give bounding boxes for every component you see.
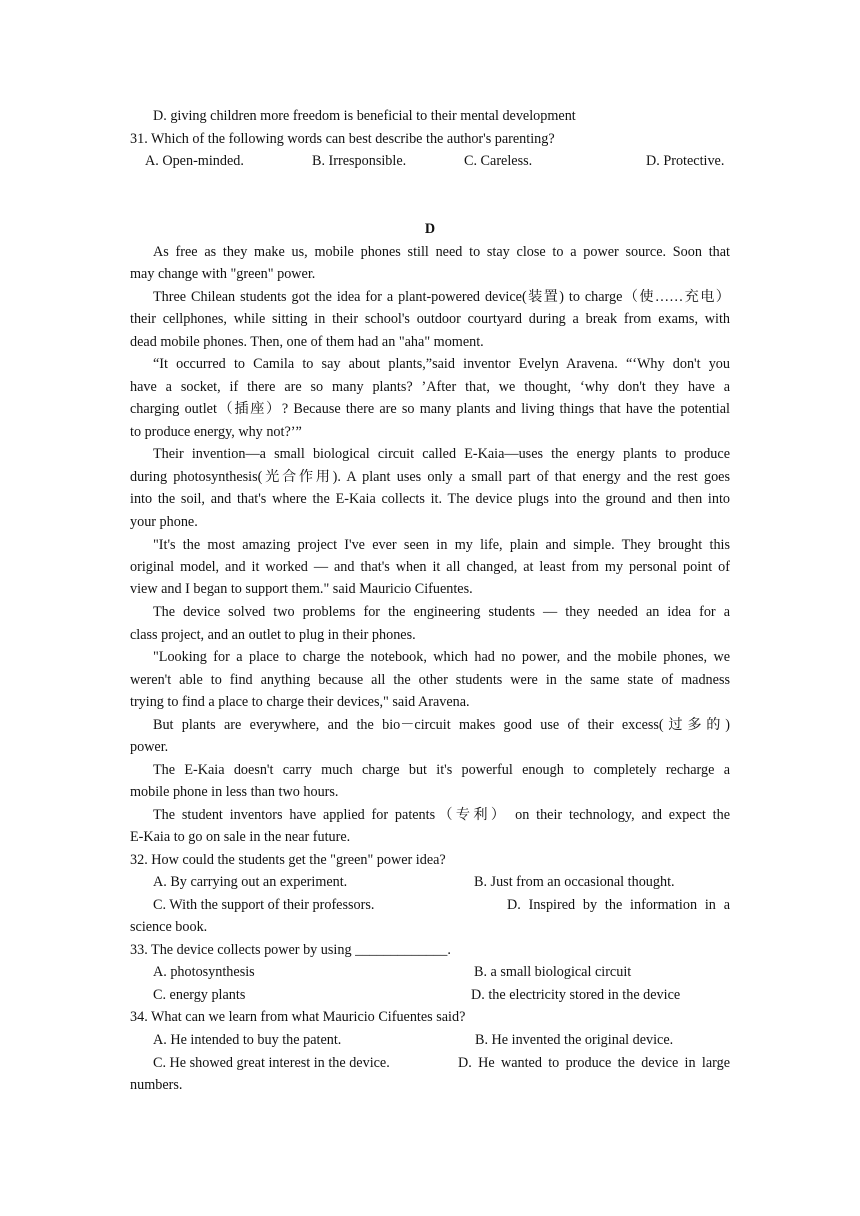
passage-line: E-Kaia to go on sale in the near future. [130,829,351,845]
q31-option-c: C. Careless. [464,153,533,169]
q34-stem: 34. What can we learn from what Mauricio Cifuentes said? [130,1009,466,1025]
passage-line: have a socket, if there are so many plants? ’After that, we thought, ‘why don't they have a [130,379,730,395]
q34-option-d: D. He wanted to produce the device in large [458,1055,730,1071]
passage-line: Three Chilean students got the idea for a plant-powered device(装置) to charge（使……充电） [153,289,730,305]
passage-line: weren't able to find anything because all the other students were in the same state of madness [130,672,730,688]
passage-line: power. [130,739,169,755]
q32-option-c: C. With the support of their professors. [153,897,375,913]
q34-option-a: A. He intended to buy the patent. [153,1032,342,1048]
passage-line: may change with "green" power. [130,266,316,282]
q32-option-a: A. By carrying out an experiment. [153,874,348,890]
passage-line: view and I began to support them." said Mauricio Cifuentes. [130,581,473,597]
passage-line: "Looking for a place to charge the notebook, which had no power, and the mobile phones, we [153,649,730,665]
passage-line: charging outlet（插座）? Because there are so many plants and living things that have the potential [130,401,730,417]
q34-option-c: C. He showed great interest in the device. [153,1055,390,1071]
passage-line: The device solved two problems for the engineering students — they needed an idea for a [153,604,730,620]
passage-line: But plants are everywhere, and the bio－circuit makes good use of their excess(过多的) [153,717,730,733]
section-heading: D [424,221,436,237]
passage-line: your phone. [130,514,198,530]
q31-stem: 31. Which of the following words can best describe the author's parenting? [130,131,555,147]
passage-line: their cellphones, while sitting in their school's outdoor courtyard during a break from exams, with [130,311,730,327]
passage-line: “It occurred to Camila to say about plants,”said inventor Evelyn Aravena. “‘Why don't you [153,356,730,372]
q33-option-b: B. a small biological circuit [474,964,632,980]
q33-option-c: C. energy plants [153,987,246,1003]
q33-option-a: A. photosynthesis [153,964,255,980]
passage-line: original model, and it worked — and that's when it all changed, at least from my personal point of [130,559,730,575]
passage-line: "It's the most amazing project I've ever seen in my life, plain and simple. They brought this [153,537,730,553]
passage-line: trying to find a place to charge their devices," said Aravena. [130,694,470,710]
q34-option-d-continued: numbers. [130,1077,183,1093]
q33-stem: 33. The device collects power by using _____________. [130,942,451,958]
passage-line: class project, and an outlet to plug in their phones. [130,627,416,643]
passage-line: into the soil, and that's where the E-Kaia collects it. The device plugs into the ground and then into [130,491,730,507]
passage-line: As free as they make us, mobile phones still need to stay close to a power source. Soon that [153,244,730,260]
passage-line: mobile phone in less than two hours. [130,784,339,800]
q31-option-b: B. Irresponsible. [312,153,407,169]
q30-option-d: D. giving children more freedom is beneficial to their mental development [153,108,576,124]
q32-option-b: B. Just from an occasional thought. [474,874,675,890]
passage-line: Their invention—a small biological circuit called E-Kaia—uses the energy plants to produce [153,446,730,462]
passage-line: to produce energy, why not?’” [130,424,302,440]
passage-line: The E-Kaia doesn't carry much charge but it's powerful enough to completely recharge a [153,762,730,778]
q34-option-b: B. He invented the original device. [475,1032,674,1048]
q33-option-d: D. the electricity stored in the device [471,987,681,1003]
passage-line: dead mobile phones. Then, one of them had an "aha" moment. [130,334,484,350]
q32-stem: 32. How could the students get the "green" power idea? [130,852,446,868]
q32-option-d-continued: science book. [130,919,208,935]
passage-line: during photosynthesis(光合作用). A plant uses only a small part of that energy and the rest goes [130,469,730,485]
q32-option-d: D. Inspired by the information in a [507,897,730,913]
q31-option-d: D. Protective. [646,153,725,169]
q31-option-a: A. Open-minded. [145,153,244,169]
passage-line: The student inventors have applied for patents（专利） on their technology, and expect the [153,807,730,823]
